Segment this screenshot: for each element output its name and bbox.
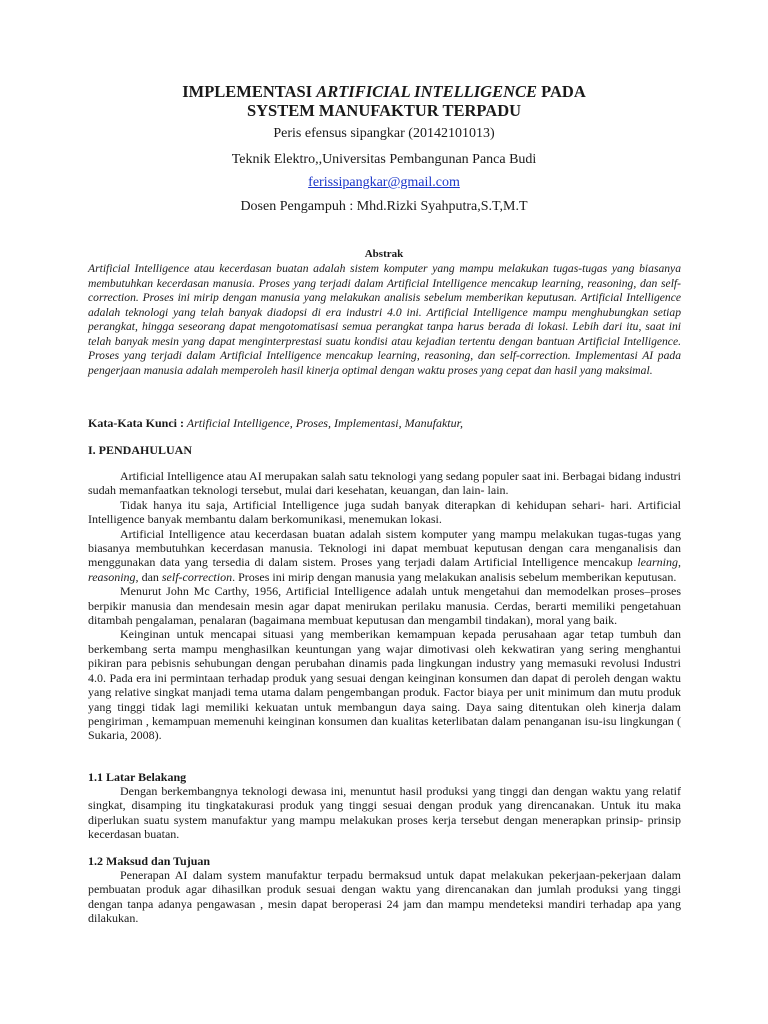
- author-affiliation: Teknik Elektro,,Universitas Pembangunan Panca Budi: [231, 152, 537, 167]
- keywords-label: Kata-Kata Kunci :: [88, 416, 184, 430]
- title-line-1: IMPLEMENTASI ARTIFICIAL INTELLIGENCE PADA: [182, 82, 586, 101]
- paragraph: Menurut John Mc Carthy, 1956, Artificial Intelligence adalah untuk mengetahui dan memodelkan proses–proses berpikir manusia dan mendesain mesin agar dapat menirukan perilaku manusia. Cerdas, berarti memiliki pengetahuan ditambah pengalaman, penalaran (bagaimana membuat keputusan dan mengambil tindakan), moral yang baik.: [88, 584, 681, 628]
- section-pendahuluan-body: [88, 469, 681, 743]
- author-email-link[interactable]: ferissipangkar@gmail.com: [308, 175, 460, 190]
- author-name: Peris efensus sipangkar (20142101013): [273, 126, 495, 141]
- section-heading-maksud-tujuan: 1.2 Maksud dan Tujuan: [88, 854, 211, 868]
- title-line-2: SYSTEM MANUFAKTUR TERPADU: [246, 101, 522, 120]
- lecturer-line: Dosen Pengampuh : Mhd.Rizki Syahputra,S.T,M.T: [240, 199, 528, 214]
- abstract-heading: Abstrak: [364, 248, 404, 260]
- paragraph: Penerapan AI dalam system manufaktur terpadu bermaksud untuk dapat melakukan pekerjaan-pekerjaan dalam pembuatan produk agar dihasilkan produk sesuai dengan waktu yang direncanakan dan jumlah produksi yang tinggi dengan tanpa adanya pengawasan , mesin dapat beroperasi 24 jam dan mampu mendeteksi mandiri terhadap apa yang dilakukan.: [88, 868, 681, 926]
- paragraph: Artificial Intelligence atau AI merupakan salah satu teknologi yang sedang populer saat ini. Berbagai bidang industri sudah memanfaatkan teknologi tersebut, mulai dari kesehatan, keuangan, dan lain- lain.: [88, 469, 681, 498]
- keywords-list: Artificial Intelligence, Proses, Implementasi, Manufaktur,: [184, 416, 463, 430]
- section-heading-latar-belakang: 1.1 Latar Belakang: [88, 770, 187, 784]
- keywords: [88, 416, 681, 430]
- paper-title: [0, 82, 768, 120]
- abstract-text: Artificial Intelligence atau kecerdasan buatan adalah sistem komputer yang mampu melakukan tugas-tugas yang biasanya membutuhkan kecerdasan manusia. Proses yang terjadi dalam Artificial Intelligence mencakup learning, reasoning, dan self-correction. Proses ini mirip dengan manusia yang melakukan analisis sebelum memberikan keputusan. Artificial Intelligence adalah teknologi yang telah banyak diadopsi di era industri 4.0 ini. Artificial Intelligence mampu menghubungkan setiap perangkat, hingga seseorang dapat mengotomatisasi semua perangkat tanpa harus berada di lokasi. Lebih dari itu, saat ini telah banyak mesin yang dapat menginterprestasi suatu kondisi atau kejadian tertentu dengan bantuan Artificial Intelligence. Proses yang terjadi dalam Artificial Intelligence mencakup learning, reasoning, dan self-correction. Implementasi AI pada pengerjaan manusia adalah memperoleh hasil kinerja optimal dengan waktu proses yang cepat dan hasil yang maksimal.: [88, 262, 681, 377]
- paragraph: Artificial Intelligence atau kecerdasan buatan adalah sistem komputer yang mampu melakukan tugas-tugas yang biasanya membutuhkan kecerdasan manusia. Teknologi ini dapat membuat keputusan dengan cara menganalisis dan menggunakan data yang tersedia di dalam sistem. Proses yang terjadi dalam Artificial Intelligence mencakup learning, reasoning, dan self-correction. Proses ini mirip dengan manusia yang melakukan analisis sebelum memberikan keputusan.: [88, 526, 681, 584]
- section-latar-belakang-body: [88, 784, 681, 842]
- paragraph: Dengan berkembangnya teknologi dewasa ini, menuntut hasil produksi yang tinggi dan dengan waktu yang relatif singkat, disamping itu tingkatakurasi produk yang tinggi sesuai dengan produk yang direncanakan. Untuk itu maka diperlukan suatu system manufaktur yang mampu melakukan proses kerja tersebut dengan menerapkan prinsip- prinsip kecerdasan buatan.: [88, 784, 681, 842]
- section-maksud-tujuan-body: [88, 868, 681, 926]
- section-heading-pendahuluan: I. PENDAHULUAN: [88, 443, 193, 457]
- author-email-row: [0, 175, 768, 191]
- paragraph: Tidak hanya itu saja, Artificial Intelligence juga sudah banyak diterapkan di kehidupan sehari- hari. Artificial Intelligence banyak membantu dalam berkomunikasi, menemukan lokasi.: [88, 497, 681, 527]
- paragraph: Keinginan untuk mencapai situasi yang memberikan kemampuan kepada perusahaan agar tetap tumbuh dan berkembang serta mampu menghasilkan keuntungan yang wajar dimotivasi oleh kekwatiran yang sering menghantui pikiran para pebisnis sehubungan dengan perubahan dinamis pada lingkungan industry yang memasuki revolusi Industri 4.0. Pada era ini permintaan terhadap produk yang sesuai dengan keinginan konsumen dan dapat di peroleh dengan waktu yang relative singkat manjadi tema utama dalam pengembangan produk. Factor biaya per unit minimum dan mutu produk yang tinggi tidak lagi memiliki kekuatan untuk membangun daya saing. Daya saing ditentukan oleh kinerja dalam pengiriman , kemampuan memenuhi keinginan konsumen dan kualitas keterlibatan dalam penanganan isu-isu lingkungan ( Sukaria, 2008).: [88, 627, 681, 743]
